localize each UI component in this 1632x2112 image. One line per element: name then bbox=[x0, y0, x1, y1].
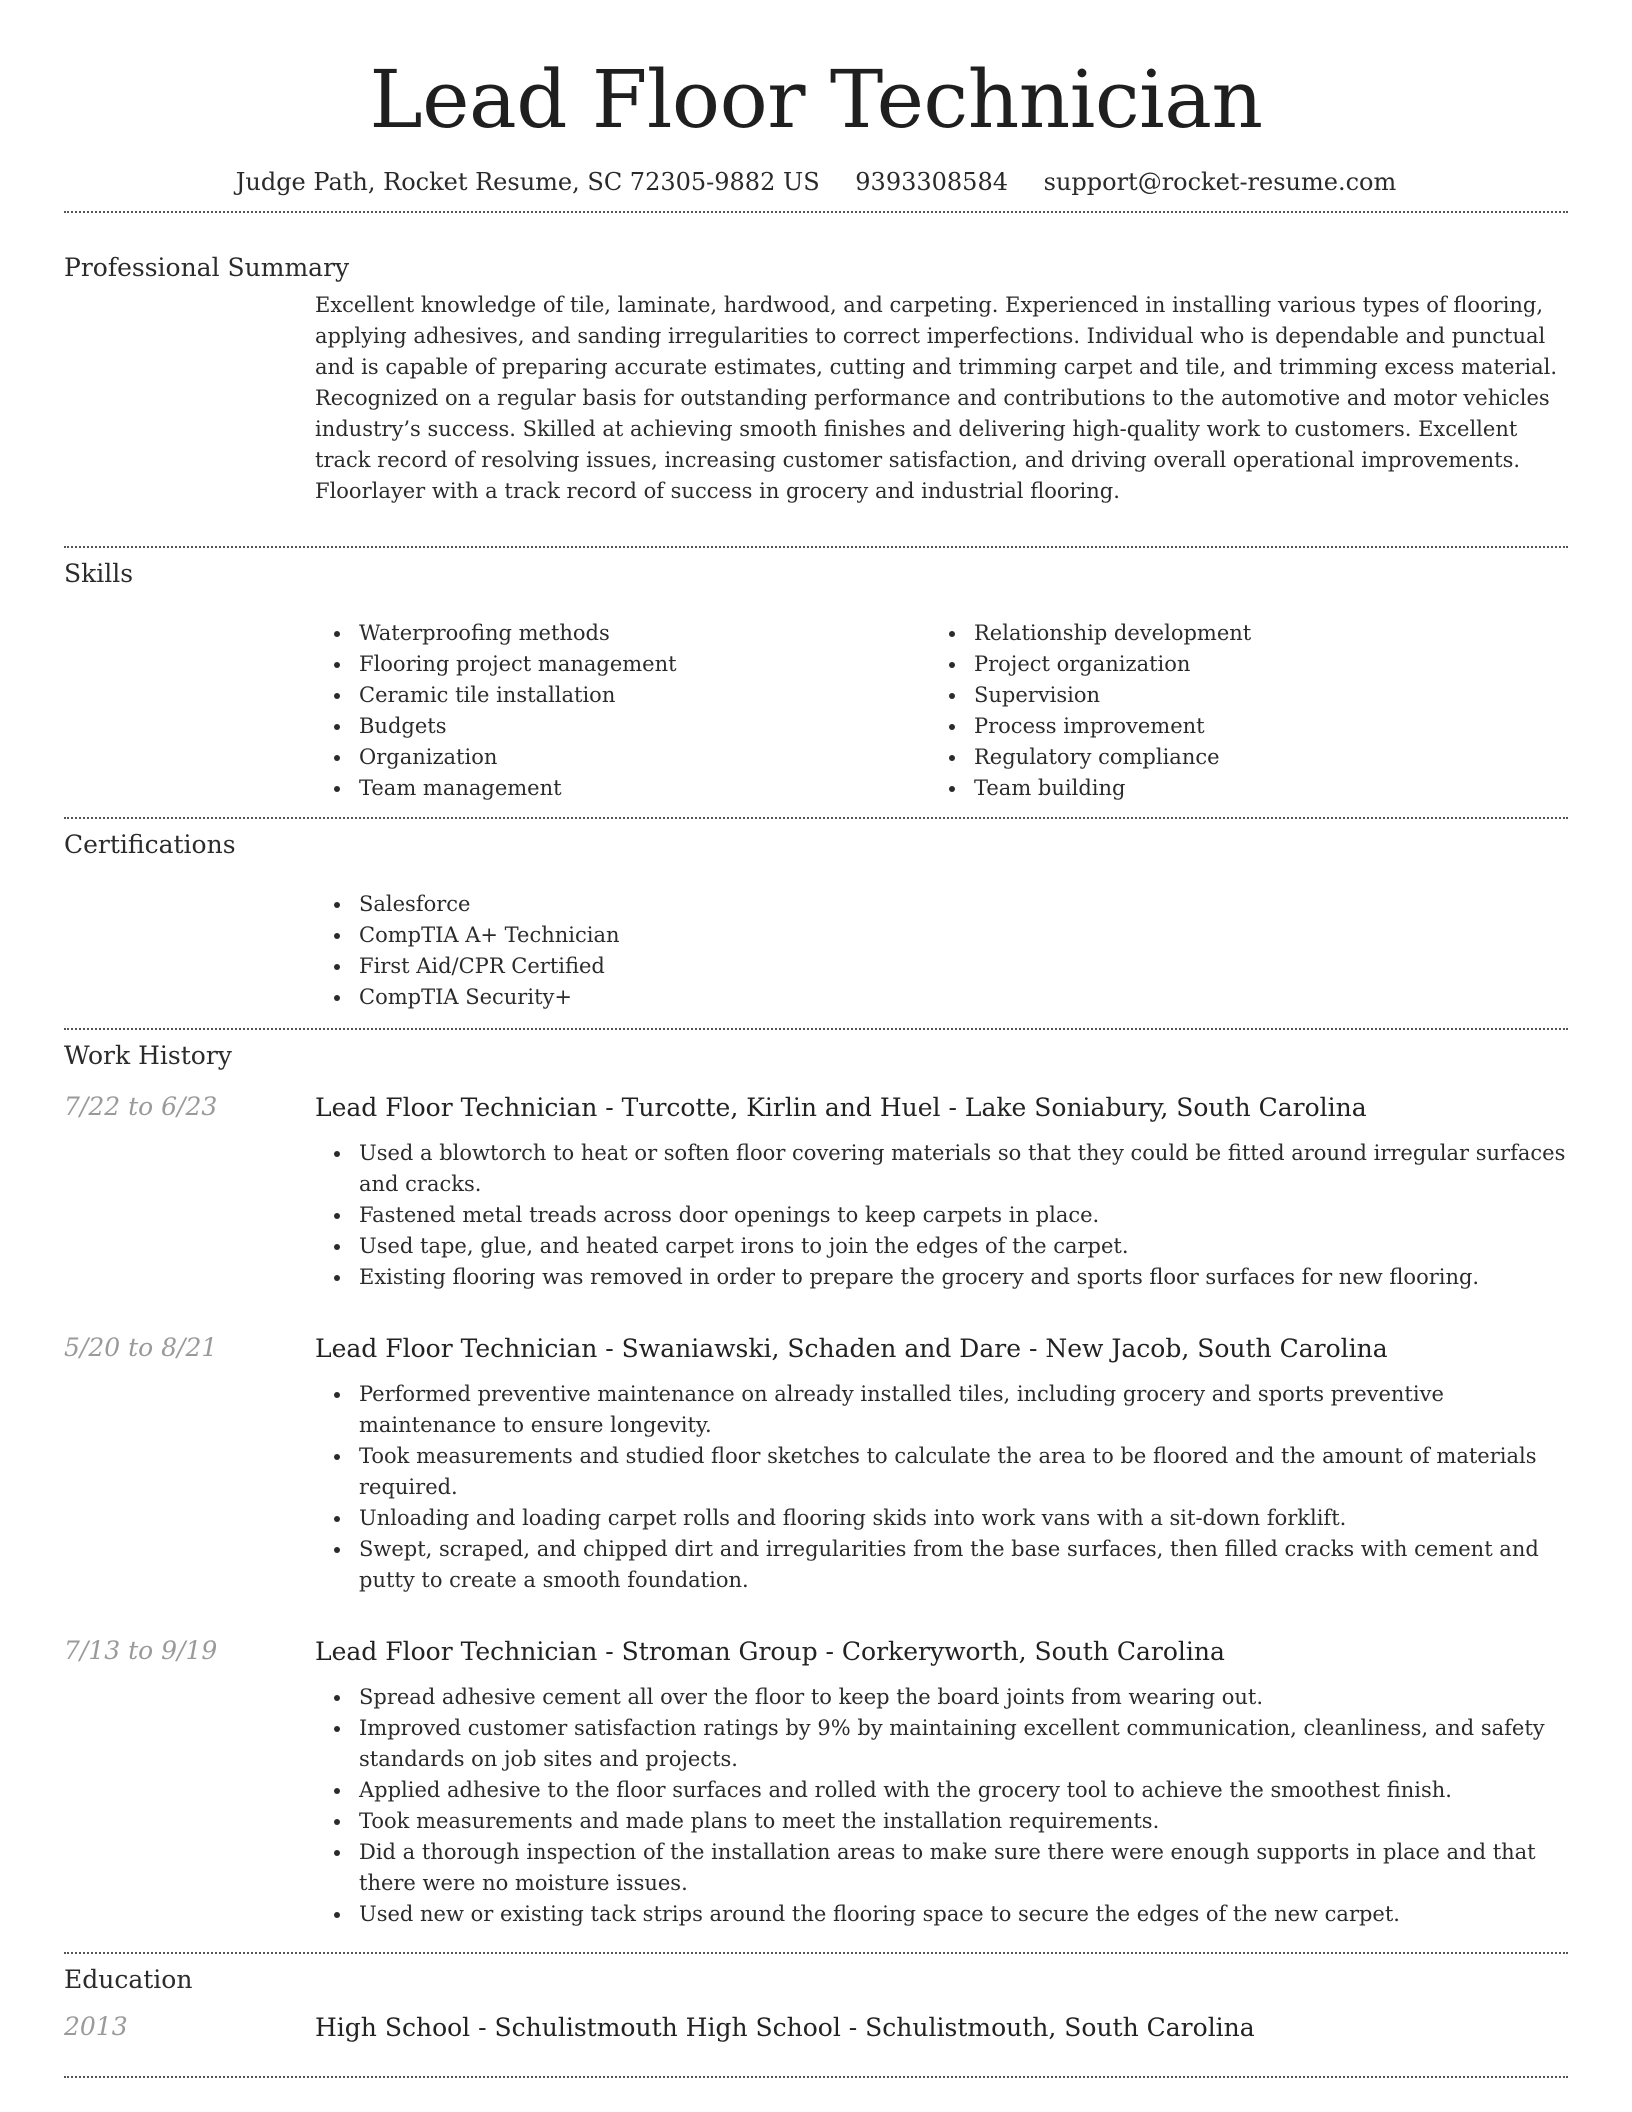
job-heading: Lead Floor Technician - Stroman Group - Corkeryworth, South Carolina bbox=[315, 1637, 1225, 1666]
education-heading: High School - Schulistmouth High School - Schulistmouth, South Carolina bbox=[315, 2013, 1255, 2042]
resume-name: Lead Floor Technician bbox=[369, 53, 1263, 146]
certification-item: First Aid/CPR Certified bbox=[315, 951, 1568, 982]
contact-email: support@rocket-resume.com bbox=[1043, 168, 1397, 196]
job-bullet: Spread adhesive cement all over the floor to keep the board joints from wearing out. bbox=[315, 1682, 1568, 1713]
job-dates: 5/20 to 8/21 bbox=[64, 1333, 218, 1362]
job-dates: 7/13 to 9/19 bbox=[64, 1636, 218, 1665]
contact-line bbox=[64, 167, 1568, 211]
certifications-section bbox=[64, 819, 1568, 1028]
contact-phone: 9393308584 bbox=[855, 168, 1008, 196]
summary-section bbox=[64, 213, 1568, 546]
job-bullet: Did a thorough inspection of the installation areas to make sure there were enough supports in place and that there were no moisture issues. bbox=[315, 1837, 1568, 1899]
job-bullet: Used new or existing tack strips around the flooring space to secure the edges of the new carpet. bbox=[315, 1899, 1568, 1930]
job-bullet: Unloading and loading carpet rolls and flooring skids into work vans with a sit-down forklift. bbox=[315, 1503, 1568, 1534]
skill-item: Organization bbox=[315, 742, 930, 773]
job-bullets bbox=[315, 1379, 1568, 1596]
work-title: Work History bbox=[64, 1041, 232, 1070]
skill-item: Supervision bbox=[930, 680, 1545, 711]
education-year: 2013 bbox=[64, 2012, 128, 2041]
skills-column-left bbox=[315, 618, 930, 804]
job-bullets bbox=[315, 1138, 1568, 1293]
job-entry bbox=[64, 1333, 1568, 1596]
skills-columns bbox=[315, 618, 1568, 804]
education-entry bbox=[64, 2012, 1568, 2044]
certifications-list bbox=[315, 889, 1568, 1013]
summary-title: Professional Summary bbox=[64, 253, 350, 282]
contact-address: Judge Path, Rocket Resume, SC 72305-9882 US bbox=[235, 168, 820, 196]
job-bullet: Performed preventive maintenance on already installed tiles, including grocery and sports preventive maintenance to ensure longevity. bbox=[315, 1379, 1568, 1441]
certification-item: Salesforce bbox=[315, 889, 1568, 920]
job-bullet: Took measurements and made plans to meet the installation requirements. bbox=[315, 1806, 1568, 1837]
skill-item: Team management bbox=[315, 773, 930, 804]
skill-item: Regulatory compliance bbox=[930, 742, 1545, 773]
job-heading: Lead Floor Technician - Swaniawski, Schaden and Dare - New Jacob, South Carolina bbox=[315, 1334, 1388, 1363]
skill-item: Ceramic tile installation bbox=[315, 680, 930, 711]
divider bbox=[64, 2076, 1568, 2078]
job-bullet: Existing flooring was removed in order to prepare the grocery and sports floor surfaces for new flooring. bbox=[315, 1262, 1568, 1293]
skill-item: Project organization bbox=[930, 649, 1545, 680]
skill-item: Waterproofing methods bbox=[315, 618, 930, 649]
job-bullet: Fastened metal treads across door openings to keep carpets in place. bbox=[315, 1200, 1568, 1231]
work-section bbox=[64, 1030, 1568, 1952]
job-dates: 7/22 to 6/23 bbox=[64, 1092, 218, 1121]
job-entry bbox=[64, 1092, 1568, 1293]
job-heading: Lead Floor Technician - Turcotte, Kirlin and Huel - Lake Soniabury, South Carolina bbox=[315, 1093, 1367, 1122]
skills-title: Skills bbox=[64, 559, 134, 588]
skills-column-right bbox=[930, 618, 1545, 804]
education-title: Education bbox=[64, 1965, 193, 1994]
skills-list-right bbox=[930, 618, 1545, 804]
skill-item: Flooring project management bbox=[315, 649, 930, 680]
job-bullet: Swept, scraped, and chipped dirt and irregularities from the base surfaces, then filled cracks with cement and putty to create a smooth foundation. bbox=[315, 1534, 1568, 1596]
skill-item: Team building bbox=[930, 773, 1545, 804]
job-entry bbox=[64, 1636, 1568, 1930]
skills-section bbox=[64, 548, 1568, 817]
job-bullet: Applied adhesive to the floor surfaces and rolled with the grocery tool to achieve the smoothest finish. bbox=[315, 1775, 1568, 1806]
job-bullets bbox=[315, 1682, 1568, 1930]
skill-item: Relationship development bbox=[930, 618, 1545, 649]
certifications-title: Certifications bbox=[64, 830, 236, 859]
jobs-list bbox=[64, 1092, 1568, 1930]
job-bullet: Improved customer satisfaction ratings by 9% by maintaining excellent communication, cleanliness, and safety standards on job sites and projects. bbox=[315, 1713, 1568, 1775]
summary-text: Excellent knowledge of tile, laminate, hardwood, and carpeting. Experienced in installing various types of flooring, applying adhesives, and sanding irregularities to correct imperfections. Individual who is dependable and punctual and is capable of preparing accurate estimates, cutting and trimming carpet and tile, and trimming excess material. Recognized on a regular basis for outstanding performance and contributions to the automotive and motor vehicles industry’s success. Skilled at achieving smooth finishes and delivering high-quality work to customers. Excellent track record of resolving issues, increasing customer satisfaction, and driving overall operational improvements. Floorlayer with a track record of success in grocery and industrial flooring. bbox=[315, 293, 1558, 503]
skills-list-left bbox=[315, 618, 930, 804]
skill-item: Process improvement bbox=[930, 711, 1545, 742]
job-bullet: Used tape, glue, and heated carpet irons to join the edges of the carpet. bbox=[315, 1231, 1568, 1262]
job-bullet: Took measurements and studied floor sketches to calculate the area to be floored and the amount of materials required. bbox=[315, 1441, 1568, 1503]
certification-item: CompTIA Security+ bbox=[315, 982, 1568, 1013]
education-section bbox=[64, 1954, 1568, 2076]
certification-item: CompTIA A+ Technician bbox=[315, 920, 1568, 951]
job-bullet: Used a blowtorch to heat or soften floor covering materials so that they could be fitted around irregular surfaces and cracks. bbox=[315, 1138, 1568, 1200]
skill-item: Budgets bbox=[315, 711, 930, 742]
